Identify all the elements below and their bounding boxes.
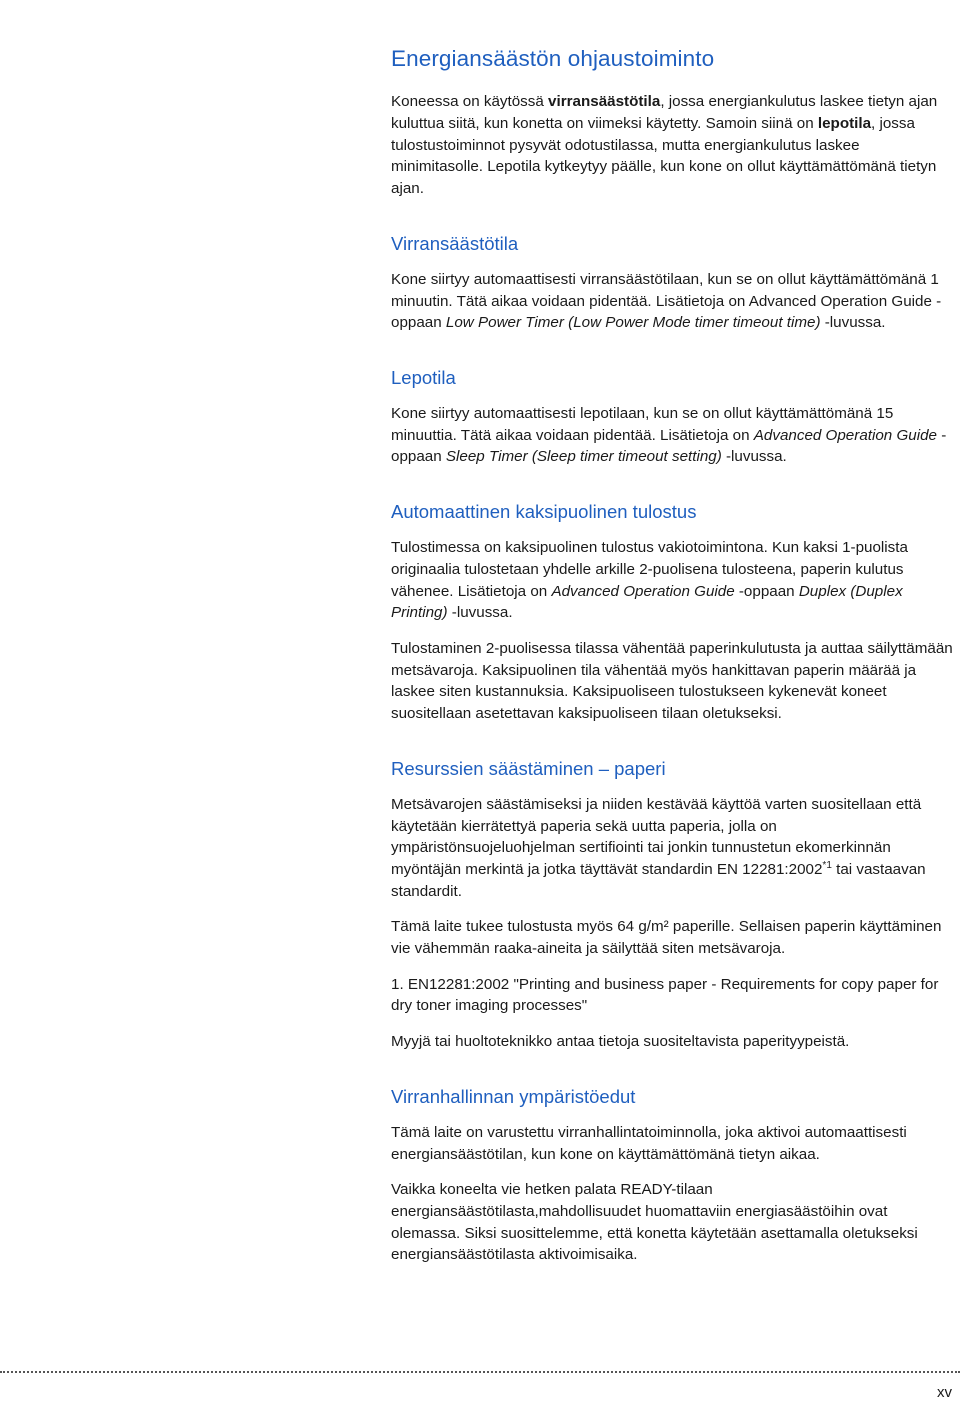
section-paper bbox=[391, 757, 953, 1053]
section-paragraph: Vaikka koneelta vie hetken palata READY-tilaan energiansäästötilasta,mahdollisuudet huomattaviin energiasäästöihin ovat olemassa. Siksi suosittelemme, että konetta käytetään asettamalla oletukseksi energiansäästötilasta aktivoimisaika. bbox=[391, 1181, 918, 1264]
section-paragraph bbox=[391, 537, 953, 624]
document-body bbox=[391, 44, 953, 1280]
paragraph-text: Metsävarojen säästämiseksi ja niiden kestävää käyttöä varten suositellaan että käytetään kierrätettyä paperia sekä uutta paperia, jolla on ympäristönsuojeluohjelman sertifiointi tai jonkin tunnustetun ekomerkinnän myöntäjän merkintä ja jotka täyttävät standardin EN 12281:2002 bbox=[391, 795, 922, 878]
reference-title: Duplex (Duplex Printing) bbox=[391, 582, 903, 622]
intro-paragraph bbox=[391, 91, 953, 200]
section-heading: Virranhallinnan ympäristöedut bbox=[391, 1085, 636, 1107]
paragraph-text: -oppaan bbox=[391, 426, 947, 466]
section-paragraph bbox=[391, 794, 953, 903]
paragraph-text: -luvussa. bbox=[721, 448, 787, 466]
paragraph-text: -oppaan bbox=[734, 582, 799, 600]
section-paragraph bbox=[391, 403, 953, 468]
footnote-marker: *1 bbox=[822, 859, 832, 871]
section-paragraph: Tämä laite tukee tulostusta myös 64 g/m² paperille. Sellaisen paperin käyttäminen vie vähemmän raaka-aineita ja säilyttää siten metsävaroja. bbox=[391, 918, 942, 958]
section-heading: Automaattinen kaksipuolinen tulostus bbox=[391, 501, 697, 523]
section-paragraph bbox=[391, 269, 953, 334]
paragraph-text: Kone siirtyy automaattisesti lepotilaan, kun se on ollut käyttämättömänä 15 minuuttia. Tätä aikaa voidaan pidentää. Lisätietoja on bbox=[391, 404, 894, 444]
section-virransaastotila bbox=[391, 232, 953, 334]
section-benefits bbox=[391, 1085, 953, 1266]
paragraph-text: Tulostimessa on kaksipuolinen tulostus vakiotoimintona. Kun kaksi 1-puolista originaalia tulostetaan yhdelle arkille 2-puolisena tulosteena, paperin kulutus vähenee. Lisätietoja on bbox=[391, 539, 908, 600]
intro-bold-term: lepotila bbox=[817, 114, 872, 132]
intro-text: , jossa tulostustoiminnot pysyvät odotustilassa, mutta energiankulutus laskee minimitasolle. Lepotila kytkeytyy päälle, kun kone on ollut käyttämättömänä tietyn ajan. bbox=[391, 114, 937, 198]
reference-title: Low Power Timer (Low Power Mode timer timeout time) bbox=[445, 314, 821, 332]
section-lepotila bbox=[391, 366, 953, 468]
section-heading: Resurssien säästäminen – paperi bbox=[391, 757, 666, 779]
paragraph-text: tai vastaavan standardit. bbox=[391, 860, 926, 900]
reference-title: Advanced Operation Guide bbox=[753, 426, 937, 444]
section-heading: Virransäästötila bbox=[391, 232, 519, 254]
page-number: xv bbox=[937, 1384, 952, 1401]
section-duplex bbox=[391, 500, 953, 725]
section-heading: Lepotila bbox=[391, 366, 456, 388]
section-paragraph: Tämä laite on varustettu virranhallintatoiminnolla, joka aktivoi automaattisesti energiansäästötilan, kun kone on käyttämättömänä tietyn aikaa. bbox=[391, 1123, 907, 1163]
reference-title: Sleep Timer (Sleep timer timeout setting) bbox=[445, 448, 722, 466]
section-paragraph: Myyjä tai huoltoteknikko antaa tietoja suositeltavista paperityypeistä. bbox=[391, 1033, 850, 1051]
intro-text: , jossa energiankulutus laskee tietyn ajan kuluttua siitä, kun konetta on viimeksi käytetty. Samoin siinä on bbox=[391, 93, 938, 132]
paragraph-text: Kone siirtyy automaattisesti virransäästötilaan, kun se on ollut käyttämättömänä 1 minuutin. Tätä aikaa voidaan pidentää. Lisätietoja on Advanced Operation Guide -oppaan bbox=[391, 270, 942, 332]
section-paragraph: Tulostaminen 2-puolisessa tilassa vähentää paperinkulutusta ja auttaa säilyttämään metsävaroja. Kaksipuolinen tila vähentää myös hankittavan paperin määrää ja laskee siten kustannuksia. Kaksipuoliseen tulostukseen kykenevät koneet suositellaan asetettavan kaksipuoliseen tilaan oletukseksi. bbox=[391, 639, 953, 723]
paragraph-text: -luvussa. bbox=[820, 314, 886, 332]
page-title: Energiansäästön ohjaustoiminto bbox=[391, 46, 715, 71]
reference-title: Advanced Operation Guide bbox=[551, 582, 735, 600]
footnote: 1. EN12281:2002 "Printing and business paper - Requirements for copy paper for dry toner imaging processes" bbox=[391, 975, 939, 1015]
intro-text: Koneessa on käytössä bbox=[391, 93, 549, 111]
intro-bold-term: virransäästötila bbox=[548, 93, 661, 111]
paragraph-text: -luvussa. bbox=[447, 604, 513, 622]
footer-divider bbox=[0, 1371, 960, 1373]
